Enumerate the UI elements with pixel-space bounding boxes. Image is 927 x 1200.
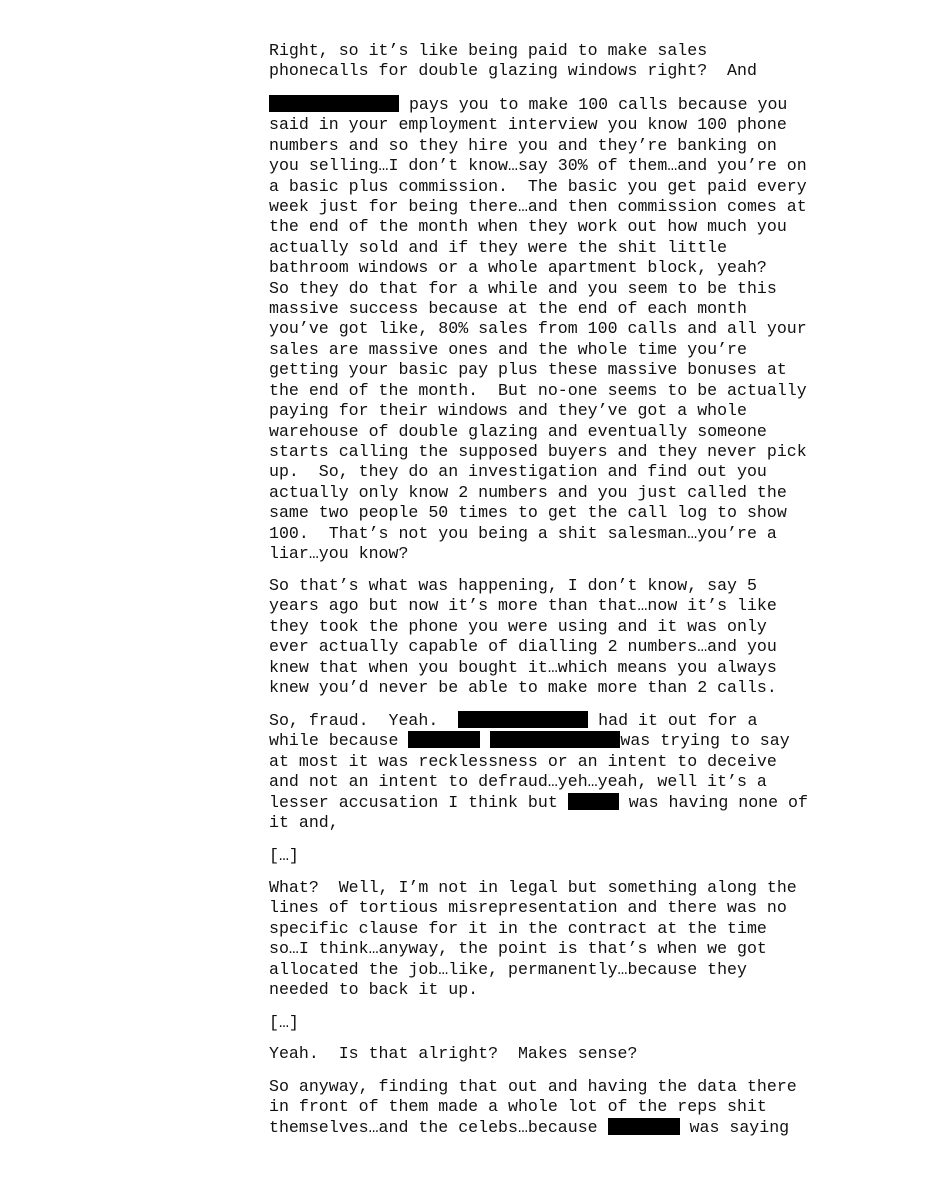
- paragraph-4: [269, 711, 829, 833]
- text-line: actually only know 2 numbers and you just called the: [269, 482, 787, 502]
- text-line: pays you to make 100 calls because you: [399, 95, 788, 114]
- text-line: lines of tortious misrepresentation and there was no: [269, 898, 787, 918]
- paragraph-7: [269, 1077, 829, 1138]
- text-line: What? Well, I’m not in legal but something along the: [269, 878, 797, 897]
- text-line: a basic plus commission. The basic you get paid every: [269, 176, 807, 196]
- text-line: numbers and so they hire you and they’re banking on: [269, 135, 777, 155]
- text-line: it and,: [269, 813, 339, 833]
- text-line: specific clause for it in the contract at the time: [269, 918, 767, 938]
- text-line: and not an intent to defraud…yeh…yeah, well it’s a: [269, 772, 767, 792]
- redaction-bar: [608, 1118, 680, 1135]
- text-line: starts calling the supposed buyers and they never pick: [269, 441, 807, 461]
- text-line: sales are massive ones and the whole time you’re: [269, 339, 747, 359]
- redaction-bar: [269, 95, 399, 112]
- text-line: the end of the month. But no-one seems to be actually: [269, 380, 807, 400]
- ellipsis-marker: [269, 1013, 829, 1033]
- text-line: 100. That’s not you being a shit salesman…you’re a: [269, 523, 777, 543]
- text-line: was having none of: [618, 792, 808, 812]
- ellipsis-marker: [269, 846, 829, 866]
- text-line: knew you’d never be able to make more than 2 calls.: [269, 678, 777, 698]
- text-line: up. So, they do an investigation and find out you: [269, 462, 767, 482]
- text-line: So anyway, finding that out and having the data there: [269, 1077, 797, 1096]
- redaction-bar: [458, 711, 588, 728]
- redaction-bar: [490, 731, 620, 748]
- text-line: […]: [269, 846, 299, 865]
- text-line: ever actually capable of dialling 2 numbers…and you: [269, 637, 777, 657]
- text-line: warehouse of double glazing and eventually someone: [269, 421, 767, 441]
- text-line: liar…you know?: [269, 543, 409, 563]
- text-line: the end of the month when they work out how much you: [269, 217, 787, 237]
- text-line: phonecalls for double glazing windows right? And: [269, 61, 757, 81]
- text-line: in front of them made a whole lot of the reps shit: [269, 1097, 767, 1117]
- text-line: massive success because at the end of each month: [269, 299, 747, 319]
- text-line: years ago but now it’s more than that…now it’s like: [269, 596, 777, 616]
- text-line: while because: [269, 731, 409, 751]
- text-line: Yeah. Is that alright? Makes sense?: [269, 1044, 638, 1063]
- paragraph-5: [269, 878, 829, 1000]
- text-line: same two people 50 times to get the call log to show: [269, 503, 787, 523]
- text-line: so…I think…anyway, the point is that’s when we got: [269, 939, 767, 959]
- text-line: had it out for a: [588, 711, 758, 730]
- text-line: said in your employment interview you know 100 phone: [269, 115, 787, 135]
- text-line: allocated the job…like, permanently…because they: [269, 959, 747, 979]
- text-line: week just for being there…and then commission comes at: [269, 197, 807, 217]
- text-line: paying for their windows and they’ve got a whole: [269, 401, 747, 421]
- text-line: at most it was recklessness or an intent to deceive: [269, 751, 777, 771]
- text-line: […]: [269, 1013, 299, 1032]
- text-line: getting your basic pay plus these massive bonuses at: [269, 360, 787, 380]
- text-line: themselves…and the celebs…because: [269, 1117, 608, 1137]
- text-line: needed to back it up.: [269, 980, 479, 1000]
- text-line: So, fraud. Yeah.: [269, 711, 459, 730]
- text-line: lesser accusation I think but: [269, 792, 568, 812]
- redaction-bar: [408, 731, 480, 748]
- paragraph-2: [269, 95, 829, 564]
- text-line: Right, so it’s like being paid to make sales: [269, 41, 708, 60]
- paragraph-1: [269, 41, 829, 82]
- paragraph-3: [269, 576, 829, 698]
- text-line: was saying: [679, 1117, 790, 1137]
- text-line: bathroom windows or a whole apartment block, yeah?: [269, 258, 767, 278]
- redaction-bar: [568, 793, 619, 810]
- text-line: knew that when you bought it…which means you always: [269, 657, 777, 677]
- text-line: actually sold and if they were the shit little: [269, 237, 728, 257]
- paragraph-6: [269, 1044, 829, 1064]
- text-line: So that’s what was happening, I don’t know, say 5: [269, 576, 757, 595]
- text-line: So they do that for a while and you seem to be this: [269, 278, 777, 298]
- text-line: you selling…I don’t know…say 30% of them…and you’re on: [269, 156, 807, 176]
- text-line: they took the phone you were using and it was only: [269, 616, 767, 636]
- text-line: was trying to say: [620, 731, 790, 751]
- text-line: you’ve got like, 80% sales from 100 calls and all your: [269, 319, 807, 339]
